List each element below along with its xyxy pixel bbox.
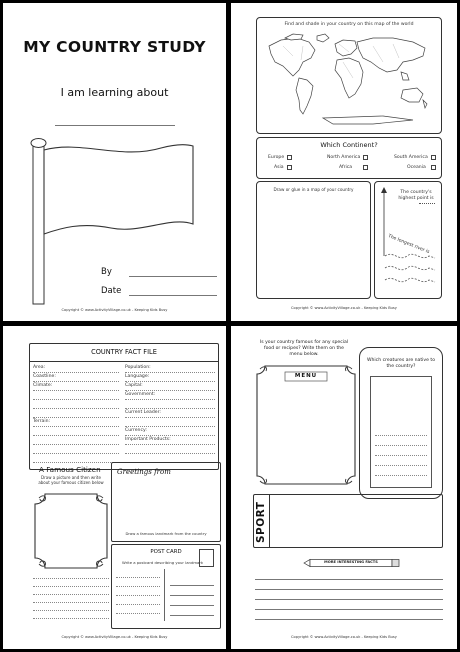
copyright-text: Copyright © www.ActivityVillage.co.uk - Keeping Kids Busy <box>61 308 168 312</box>
field-government-line-2[interactable] <box>125 408 215 409</box>
famous-citizen-title: A Famous Citizen <box>39 465 101 474</box>
landmark-caption: Draw a famous landmark from the country <box>125 531 207 536</box>
citizen-line-1[interactable] <box>33 578 109 579</box>
creatures-line-2[interactable] <box>375 445 427 446</box>
field-population: Population: <box>125 365 151 370</box>
copyright-text: Copyright © www.ActivityVillage.co.uk - Keeping Kids Busy <box>291 635 397 639</box>
facts-line-3[interactable] <box>255 599 443 600</box>
highest-point-line[interactable] <box>419 203 435 204</box>
cover-title: MY COUNTRY STUDY <box>23 38 206 56</box>
facts-line-2[interactable] <box>255 589 443 590</box>
creatures-line-1[interactable] <box>375 435 427 436</box>
message-line-4[interactable] <box>116 604 160 605</box>
continent-box <box>256 137 442 179</box>
field-area: Area: <box>33 365 46 370</box>
facts-line-5[interactable] <box>255 619 443 620</box>
flag-illustration <box>21 138 206 308</box>
facts-line-4[interactable] <box>255 609 443 610</box>
field-climate: Climate: <box>33 383 53 388</box>
citizen-line-2[interactable] <box>33 586 109 587</box>
field-currency-line[interactable] <box>125 435 215 436</box>
country-name-line[interactable] <box>55 125 175 126</box>
continent-checkbox-north-america[interactable] <box>363 155 368 160</box>
world-map-box <box>256 17 442 134</box>
continent-label-north-america: North America <box>327 155 361 160</box>
cover-subtitle: I am learning about <box>60 86 169 99</box>
portrait-frame[interactable] <box>33 492 109 570</box>
field-government: Government: <box>125 392 156 397</box>
facts-label: MORE INTERESTING FACTS <box>324 560 378 564</box>
highest-point-label: The country's highest point is <box>398 190 434 201</box>
field-language: Language: <box>125 374 150 379</box>
address-line-4[interactable] <box>170 615 214 616</box>
continent-label-oceania: Oceania <box>407 165 426 170</box>
field-products-line[interactable] <box>125 444 215 445</box>
continent-heading: Which Continent? <box>320 141 378 149</box>
field-capital-line[interactable] <box>125 390 215 391</box>
creatures-line-4[interactable] <box>375 465 427 466</box>
food-heading: Is your country famous for any special food or recipes? Write them on the menu below. <box>259 340 349 357</box>
field-climate-line-3[interactable] <box>33 408 119 409</box>
postcard-box <box>111 544 221 629</box>
field-population-line[interactable] <box>125 372 215 373</box>
address-line-3[interactable] <box>170 605 214 606</box>
field-products-line-2[interactable] <box>125 453 215 454</box>
world-map[interactable] <box>263 32 435 130</box>
map-heading: Find and shade in your country on this map of the world <box>284 22 414 27</box>
fact-file-title: COUNTRY FACT FILE <box>91 348 157 356</box>
fact-file-page <box>3 326 226 649</box>
continent-label-asia: Asia <box>274 165 284 170</box>
landmark-box[interactable] <box>111 462 221 542</box>
menu-frame[interactable] <box>255 364 357 486</box>
continent-checkbox-south-america[interactable] <box>431 155 436 160</box>
continent-checkbox-europe[interactable] <box>287 155 292 160</box>
draw-map-box[interactable] <box>256 181 371 299</box>
geography-page <box>231 3 457 321</box>
field-terrain-line-4[interactable] <box>33 453 119 454</box>
message-line-5[interactable] <box>116 613 160 614</box>
citizen-line-3[interactable] <box>33 594 109 595</box>
date-line[interactable] <box>129 295 217 296</box>
continent-label-africa: Africa <box>339 165 353 170</box>
features-box <box>374 181 442 299</box>
continent-label-europe: Europe <box>268 155 285 160</box>
continent-checkbox-oceania[interactable] <box>431 165 436 170</box>
message-line-2[interactable] <box>116 586 160 587</box>
field-capital: Capital: <box>125 383 143 388</box>
field-current-leader-line-2[interactable] <box>125 426 215 427</box>
field-climate-line[interactable] <box>33 390 119 391</box>
address-line-2[interactable] <box>170 595 214 596</box>
field-coastline-line[interactable] <box>33 381 119 382</box>
field-terrain: Terrain: <box>33 419 51 424</box>
cover-page <box>3 3 226 321</box>
sport-label: SPORT <box>255 501 267 543</box>
creatures-line-3[interactable] <box>375 455 427 456</box>
river-wave-icon <box>383 250 437 294</box>
citizen-line-5[interactable] <box>33 610 109 611</box>
field-current-leader: Current Leader: <box>125 410 161 415</box>
sport-box[interactable] <box>253 494 443 548</box>
field-terrain-line[interactable] <box>33 426 119 427</box>
continent-checkbox-asia[interactable] <box>287 165 292 170</box>
fact-file-title-divider <box>30 361 218 362</box>
field-terrain-line-2[interactable] <box>33 435 119 436</box>
famous-citizen-instructions: Draw a picture and then write about your famous citizen below <box>38 475 104 485</box>
creatures-line-5[interactable] <box>375 475 427 476</box>
greetings-text: Greetings from <box>117 468 171 476</box>
fact-file-box <box>29 343 219 470</box>
longest-river-label: The longest river is <box>387 234 430 256</box>
copyright-text: Copyright © www.ActivityVillage.co.uk - Keeping Kids Busy <box>61 635 168 639</box>
by-line[interactable] <box>129 276 217 277</box>
postcard-instructions: Write a postcard describing your landmark <box>122 560 204 565</box>
field-terrain-line-5[interactable] <box>33 462 119 463</box>
field-terrain-line-3[interactable] <box>33 444 119 445</box>
field-important-products: Important Products: <box>125 437 171 442</box>
message-line-3[interactable] <box>116 595 160 596</box>
culture-page <box>231 326 457 649</box>
continent-checkbox-africa[interactable] <box>363 165 368 170</box>
creatures-heading: Which creatures are native to the country? <box>366 358 436 369</box>
continent-label-south-america: South America <box>394 155 428 160</box>
field-currency: Currency: <box>125 428 147 433</box>
field-government-line[interactable] <box>125 399 215 400</box>
address-line-1[interactable] <box>170 585 214 586</box>
citizen-line-6[interactable] <box>33 618 109 619</box>
field-climate-line-4[interactable] <box>33 417 119 418</box>
draw-heading: Draw or glue in a map of your country <box>273 187 354 192</box>
field-current-leader-line[interactable] <box>125 417 215 418</box>
by-label: By <box>101 267 112 277</box>
citizen-line-4[interactable] <box>33 602 109 603</box>
postcard-divider <box>164 569 165 621</box>
copyright-text: Copyright © www.ActivityVillage.co.uk - Keeping Kids Busy <box>291 306 397 310</box>
creatures-box <box>359 347 443 499</box>
facts-line-1[interactable] <box>255 579 443 580</box>
field-coastline: Coastline: <box>33 374 56 379</box>
field-climate-line-2[interactable] <box>33 399 119 400</box>
postcard-title: POST CARD <box>150 549 182 555</box>
field-language-line[interactable] <box>125 381 215 382</box>
field-area-line[interactable] <box>33 372 119 373</box>
creatures-panel[interactable] <box>370 376 432 488</box>
menu-label: MENU <box>294 373 318 379</box>
mountain-arrow-icon <box>379 186 389 258</box>
date-label: Date <box>101 286 122 296</box>
message-line-1[interactable] <box>116 577 160 578</box>
